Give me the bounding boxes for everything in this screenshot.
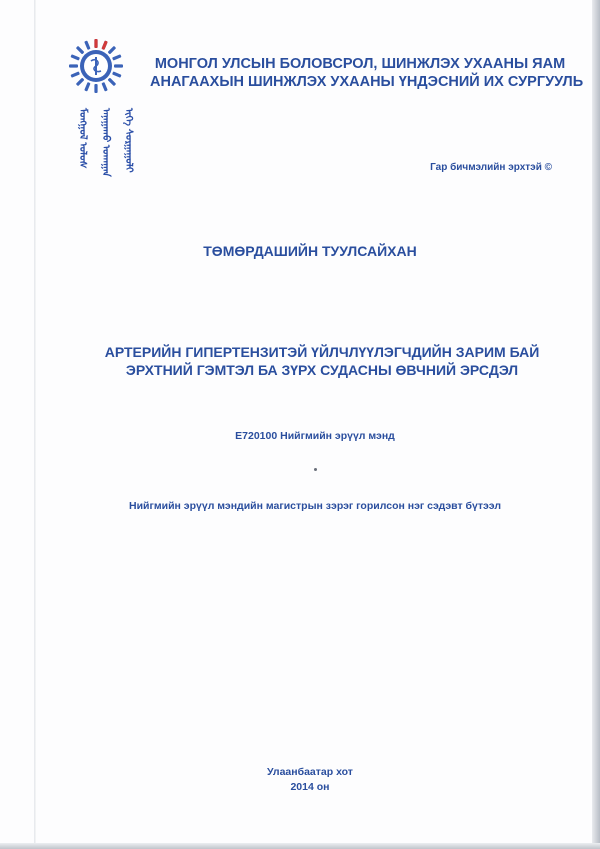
scan-dot [314, 468, 317, 471]
ministry-line-2: АНАГААХЫН ШИНЖЛЭХ УХААНЫ ҮНДЭСНИЙ ИХ СУРГУУЛЬ [150, 74, 584, 90]
thesis-title-line-1: АРТЕРИЙН ГИПЕРТЕНЗИТЭЙ ҮЙЛЧЛҮҮЛЭГЧДИЙН ЗАРИМ БАЙ [104, 344, 540, 360]
ministry-line-1: МОНГОЛ УЛСЫН БОЛОВСРОЛ, ШИНЖЛЭХ УХААНЫ ЯАМ [154, 56, 566, 72]
city: Улаанбаатар хот [267, 766, 353, 778]
copyright-notice: Гар бичмэлийн эрхтэй © [430, 162, 552, 173]
university-emblem-icon [68, 38, 124, 94]
mongol-script-block [73, 108, 137, 177]
place-and-year [230, 765, 390, 795]
mongol-script-column: ᠮᠣᠩᠭᠣᠯ ᠤᠯᠤᠰ [77, 108, 88, 169]
thesis-title-line-2: ЭРХТНИЙ ГЭМТЭЛ БА ЗҮРХ СУДАСНЫ ӨВЧНИЙ ЭРСДЭЛ [125, 362, 519, 378]
specialty-code: E720100 Нийгмийн эрүүл мэнд [235, 430, 395, 442]
mongol-script-column: ᠠᠨᠠᠭᠠᠬᠤ ᠤᠬᠠᠭᠠᠨ [100, 108, 111, 177]
thesis-title [92, 343, 552, 379]
year: 2014 он [290, 781, 330, 793]
ministry-header [150, 55, 584, 91]
scan-edge-bottom [0, 843, 600, 849]
scan-edge-right [592, 0, 600, 849]
spine-fold [34, 0, 36, 849]
degree-statement: Нийгмийн эрүүл мэндийн магистрын зэрэг горилсон нэг сэдэвт бүтээл [129, 500, 501, 512]
mongol-script-column: ᠢᠬᠡ ᠰᠤᠷᠭᠠᠭᠤᠯᠢ [123, 108, 134, 173]
author-name: ТӨМӨРДАШИЙН ТУУЛСАЙХАН [203, 243, 417, 259]
